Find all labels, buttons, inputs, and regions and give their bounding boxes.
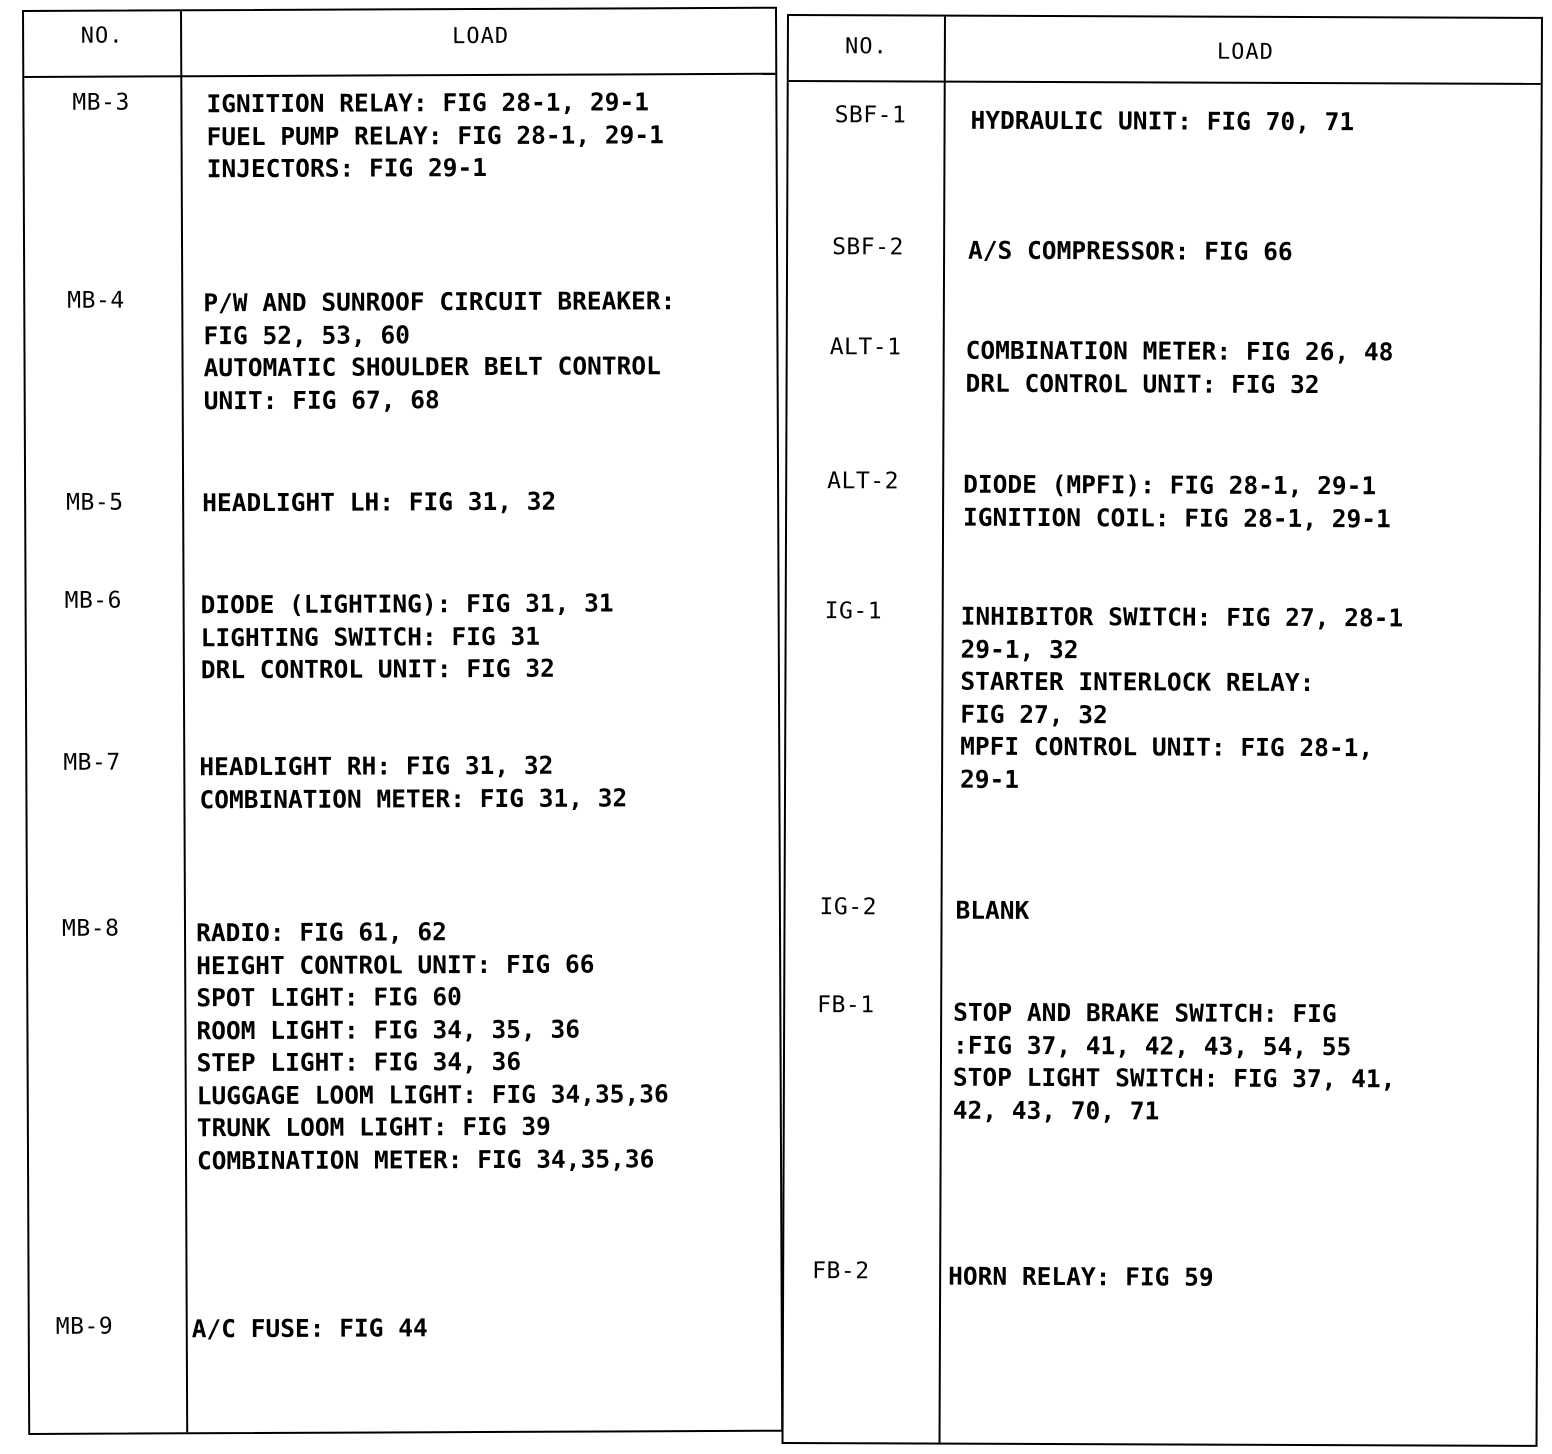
load-line: HYDRAULIC UNIT: FIG 70, 71 [970,105,1355,137]
left-fuse-load-table [22,7,783,1435]
fuse-number: MB-3 [72,89,130,116]
load-line: COMBINATION METER: FIG 34,35,36 [196,1143,655,1175]
load-line: STEP LIGHT: FIG 34, 36 [196,1046,522,1078]
load-line: COMBINATION METER: FIG 31, 32 [199,782,628,814]
load-line: TRUNK LOOM LIGHT: FIG 39 [196,1111,551,1143]
load-line: INHIBITOR SWITCH: FIG 27, 28-1 [960,601,1404,633]
header-divider [24,73,775,78]
load-line: IGNITION RELAY: FIG 28-1, 29-1 [206,87,649,119]
load-line: 29-1, 32 [960,634,1079,664]
load-description [201,587,614,686]
fuse-number: IG-1 [824,598,883,625]
load-description [960,601,1403,798]
load-line: HEADLIGHT LH: FIG 31, 32 [202,486,557,518]
load-description [971,105,1355,139]
load-line: HEIGHT CONTROL UNIT: FIG 66 [196,949,595,980]
load-line: :FIG 37, 41, 42, 43, 54, 55 [952,1030,1352,1061]
header-divider [789,80,1541,85]
load-description [202,486,556,520]
load-description [192,1312,428,1346]
fuse-number: FB-1 [817,992,875,1019]
right-fuse-load-table [782,14,1543,1447]
load-line: BLANK [955,895,1030,925]
column-divider [180,11,188,1432]
load-description [948,1261,1214,1295]
load-line: IGNITION COIL: FIG 28-1, 29-1 [963,502,1391,533]
load-line: RADIO: FIG 61, 62 [195,917,447,948]
load-line: UNIT: FIG 67, 68 [203,384,440,415]
load-description [968,235,1293,269]
load-line: 29-1 [960,764,1020,794]
load-description [203,285,676,417]
load-line: STARTER INTERLOCK RELAY: [960,666,1315,698]
load-line: MPFI CONTROL UNIT: FIG 28-1, [960,731,1374,763]
fuse-number: MB-4 [67,287,125,314]
load-line: DIODE (MPFI): FIG 28-1, 29-1 [963,469,1377,501]
load-line: HEADLIGHT RH: FIG 31, 32 [199,750,554,782]
fuse-number: MB-8 [61,915,120,942]
no-column-header: NO. [844,34,888,60]
load-line: FIG 27, 32 [960,699,1108,729]
load-line: DRL CONTROL UNIT: FIG 32 [965,368,1320,399]
load-line: FIG 52, 53, 60 [203,319,410,350]
load-line: DRL CONTROL UNIT: FIG 32 [200,653,555,685]
load-line: P/W AND SUNROOF CIRCUIT BREAKER: [203,286,676,318]
load-line: STOP AND BRAKE SWITCH: FIG [953,997,1337,1029]
load-line: AUTOMATIC SHOULDER BELT CONTROL [203,351,661,383]
load-description [963,469,1391,536]
load-line: ROOM LIGHT: FIG 34, 35, 36 [196,1014,581,1045]
load-line: DIODE (LIGHTING): FIG 31, 31 [200,588,614,620]
load-description [966,335,1394,402]
no-column-header: NO. [80,23,124,49]
load-line: HORN RELAY: FIG 59 [948,1261,1214,1292]
fuse-number: FB-2 [812,1258,870,1285]
load-line: STOP LIGHT SWITCH: FIG 37, 41, [952,1062,1396,1094]
fuse-number: MB-6 [64,587,123,614]
load-line: INJECTORS: FIG 29-1 [206,152,488,184]
load-description [955,895,1029,928]
load-line: LIGHTING SWITCH: FIG 31 [200,621,541,652]
fuse-number: SBF-2 [832,234,904,261]
fuse-number: MB-9 [55,1313,114,1340]
load-column-header: LOAD [1216,39,1274,65]
load-description [199,749,627,816]
fuse-number: ALT-2 [827,468,900,495]
load-description [206,86,664,185]
fuse-number: MB-5 [66,489,124,516]
fuse-number: SBF-1 [834,102,907,129]
load-line: A/S COMPRESSOR: FIG 66 [968,235,1293,266]
load-line: COMBINATION METER: FIG 26, 48 [965,335,1394,367]
load-column-header: LOAD [452,23,510,50]
load-line: SPOT LIGHT: FIG 60 [196,982,462,1013]
load-line: A/C FUSE: FIG 44 [191,1313,428,1344]
load-line: FUEL PUMP RELAY: FIG 28-1, 29-1 [206,119,664,151]
load-line: LUGGAGE LOOM LIGHT: FIG 34,35,36 [196,1078,669,1110]
fuse-number: MB-7 [63,749,121,776]
column-divider [939,17,946,1443]
load-description [953,997,1396,1129]
load-description [196,915,669,1177]
fuse-number: ALT-1 [829,334,902,361]
fuse-number: IG-2 [819,894,878,921]
load-line: 42, 43, 70, 71 [952,1095,1160,1125]
